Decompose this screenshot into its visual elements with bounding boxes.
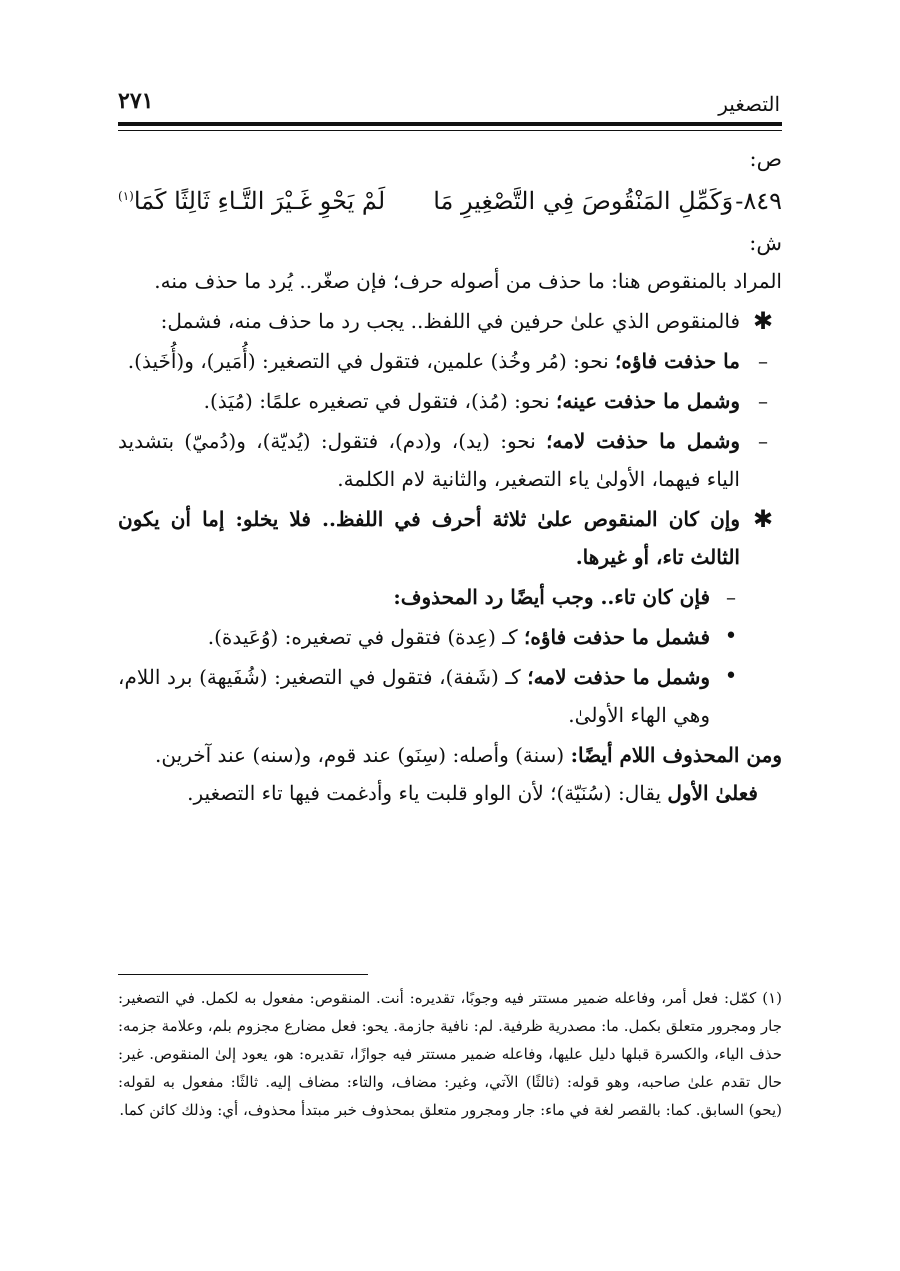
dash-item [118, 382, 782, 420]
point-item [118, 302, 782, 340]
verse-hemistich-1: وَكَمِّلِ المَنْقُوصَ فِي التَّصْغِيرِ مَا [433, 187, 734, 215]
page-header [118, 88, 780, 118]
footnote-reference[interactable]: (١) [118, 189, 134, 203]
item-bold-lead: وشمل ما حذفت لامه؛ [527, 665, 710, 689]
dash-marker-icon: – [726, 585, 736, 609]
footnote-number: (١) [762, 989, 782, 1007]
bullet-marker-icon: • [724, 624, 738, 649]
item-bold-lead: وشمل ما حذفت عينه؛ [556, 389, 740, 413]
dash-item [118, 422, 782, 498]
item-text: نحو: (مُر وخُذ) علمين، فتقول في التصغير: (أُمَير)، و(أُخَيذ). [127, 349, 616, 373]
bullet-item [118, 618, 782, 656]
paragraph-bold-lead: فعلىٰ الأول [667, 781, 758, 805]
intro-paragraph: المراد بالمنقوص هنا: ما حذف من أصوله حرف؛ فإن صغّر.. يُرد ما حذف منه. [154, 269, 782, 293]
dash-item [118, 342, 782, 380]
dash-item [118, 578, 782, 616]
point-item [118, 500, 782, 576]
star-marker-icon: ✱ [752, 307, 774, 335]
dash-marker-icon: – [758, 429, 768, 453]
page-number: ٢٧١ [118, 88, 154, 114]
footnote-text: كمّل: فعل أمر، وفاعله ضمير مستتر فيه وجوبًا، تقديره: أنت. المنقوص: مفعول به لكمل. في التصغير: جار ومجرور متعلق بكمل. ما: مصدرية ظرفية. لم: نافية جازمة. يحو: فعل مضارع مجزوم بلم، وعلامة جزمه: حذف الياء، والكسرة قبلها دليل عليها، وفاعله ضمير مستتر فيه جوازًا، تقديره: هو، يعود إلىٰ المنقوص. غير: حال تقدم علىٰ صاحبه، وهو قوله: (ثالثًا) الآتي، وغير: مضاف، والتاء: مضاف إليه. ثالثًا: مفعول به لقوله: (يحو) السابق. كما: بالقصر لغة في ماء: جار ومجرور متعلق بمحذوف خبر مبتدأ محذوف، أي: وذلك كائن كما. [118, 989, 782, 1119]
star-marker-icon: ✱ [752, 505, 774, 533]
paragraph [118, 736, 782, 774]
verse-line [118, 178, 782, 224]
point-bold-text: وإن كان المنقوص علىٰ ثلاثة أحرف في اللفظ.. فلا يخلو: إما أن يكون الثالث تاء، أو غيرها. [118, 507, 740, 569]
paragraph [118, 774, 782, 812]
verse-number: ٨٤٩- [735, 187, 782, 215]
paragraph-text: (سنة) وأصله: (سِنَو) عند قوم، و(سنه) عند آخرين. [155, 743, 571, 767]
chapter-title: التصغير [718, 92, 780, 116]
item-text: كـ (عِدة) فتقول في تصغيره: (وُعَيدة). [207, 625, 524, 649]
item-text: نحو: (مُذ)، فتقول في تصغيره علمًا: (مُيَذ). [203, 389, 557, 413]
paragraph-bold-lead: ومن المحذوف اللام أيضًا: [570, 743, 782, 767]
item-text: كـ (شَفة)، فتقول في التصغير: (شُفَيهة) برد اللام، وهي الهاء الأولىٰ. [118, 665, 710, 727]
verse-label: ص: [749, 147, 782, 171]
verse-hemistich-2-text: لَمْ يَحْوِ غَـيْرَ التَّـاءِ ثَالِثًا كَمَا [133, 187, 386, 215]
item-bold-lead: فإن كان تاء.. وجب أيضًا رد المحذوف: [393, 585, 710, 609]
footnote-separator [118, 974, 368, 975]
dash-marker-icon: – [758, 389, 768, 413]
header-rule-thick [118, 122, 782, 126]
bullet-marker-icon: • [724, 664, 738, 689]
bullet-item [118, 658, 782, 734]
item-bold-lead: فشمل ما حذفت فاؤه؛ [523, 625, 710, 649]
item-text: نحو: (يد)، و(دم)، فتقول: (يُديّة)، و(دُميّ) بتشديد الياء فيهما، الأولىٰ ياء التصغير، والثانية لام الكلمة. [118, 429, 740, 491]
paragraph-text: يقال: (سُنَيّة)؛ لأن الواو قلبت ياء وأدغمت فيها تاء التصغير. [187, 781, 668, 805]
explanation-label: ش: [749, 231, 782, 255]
item-bold-lead: وشمل ما حذفت لامه؛ [546, 429, 740, 453]
item-bold-lead: ما حذفت فاؤه؛ [615, 349, 740, 373]
footnote [118, 984, 782, 1124]
point-text: فالمنقوص الذي علىٰ حرفين في اللفظ.. يجب رد ما حذف منه، فشمل: [160, 309, 740, 333]
header-rule-thin [118, 130, 782, 131]
verse-hemistich-2 [118, 178, 385, 224]
dash-marker-icon: – [758, 349, 768, 373]
main-text [118, 140, 782, 812]
